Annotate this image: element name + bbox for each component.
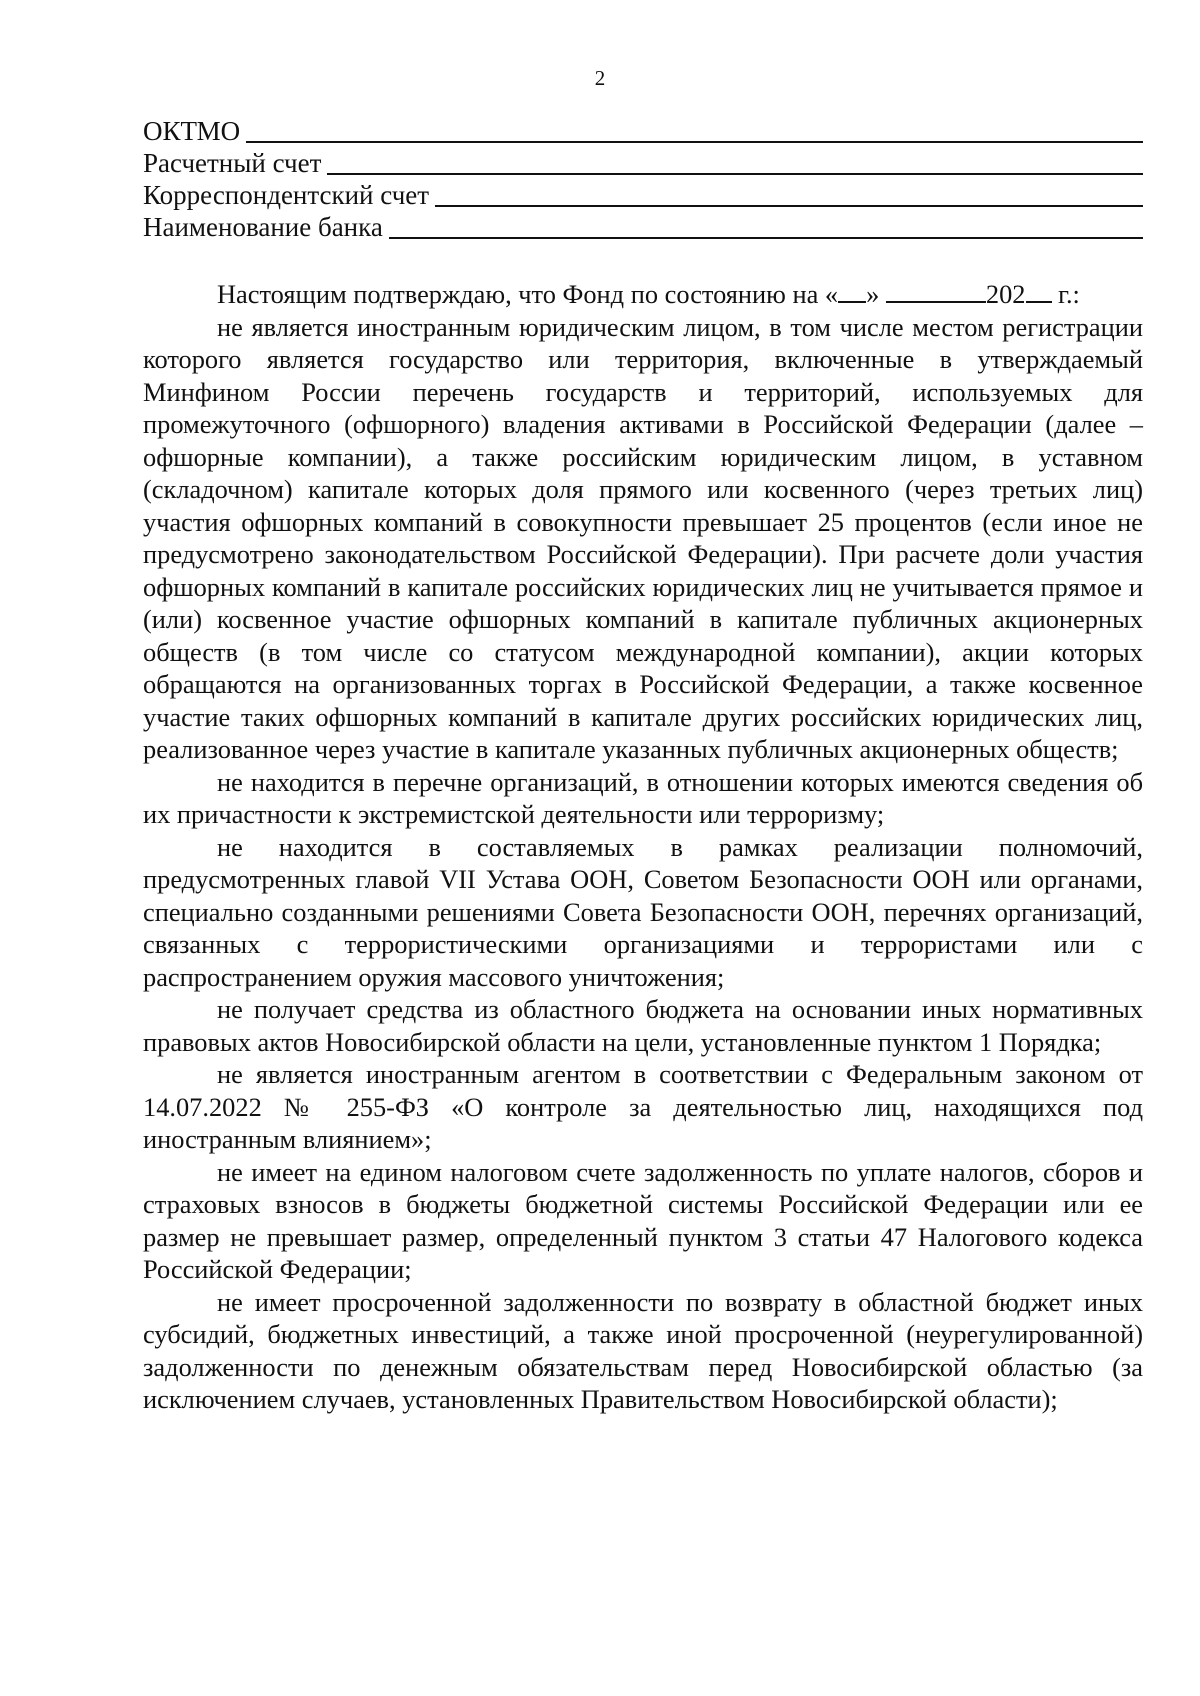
bank-details [143,115,1143,243]
field-oktmo [143,115,1143,147]
field-label: ОКТМО [143,116,241,146]
declaration-text [143,277,1143,1416]
fill-line[interactable] [246,118,1143,143]
intro-year: 202 [985,279,1026,309]
field-correspondent-account [143,179,1143,211]
intro-paragraph [143,277,1143,311]
fill-line[interactable] [327,150,1143,175]
condition-paragraph: не является иностранным агентом в соответствии с Федеральным законом от 14.07.2022 № 255-ФЗ «О контроле за деятельностью лиц, находящихся под иностранным влиянием»; [143,1059,1143,1154]
year-blank[interactable] [1026,277,1052,303]
condition-paragraph: не является иностранным юридическим лицом, в том числе местом регистрации которого является государство или территория, включенные в утверждаемый Минфином России перечень государств и территорий, используемых для промежуточного (офшорного) владения активами в Российской Федерации (далее – офшорные компании), а также российским юридическим лицом, в уставном (складочном) капитале которых доля прямого или косвенного (через третьих лиц) участия офшорных компаний в совокупности превышает 25 процентов (если иное не предусмотрено законодательством Российской Федерации). При расчете доли участия офшорных компаний в капитале российских юридических лиц не учитывается прямое и (или) косвенное участие офшорных компаний в капитале публичных акционерных обществ (в том числе со статусом международной компании), акции которых обращаются на организованных торгах в Российской Федерации, а также косвенное участие таких офшорных компаний в капитале других российских юридических лиц, реализованное через участие в капитале указанных публичных акционерных обществ; [143,311,1143,764]
condition-paragraph: не имеет просроченной задолженности по возврату в областной бюджет иных субсидий, бюджетных инвестиций, а также иной просроченной (неурегулированной) задолженности по денежным обязательствам перед Новосибирской областью (за исключением случаев, установленных Правительством Новосибирской области); [143,1286,1143,1414]
intro-text: Настоящим подтверждаю, что Фонд по состоянию на « [217,279,839,309]
month-blank[interactable] [886,277,986,303]
condition-paragraph: не находится в перечне организаций, в отношении которых имеются сведения об их причастности к экстремистской деятельности или терроризму; [143,766,1143,829]
page-number: 2 [594,66,606,90]
field-bank-name [143,211,1143,243]
day-blank[interactable] [838,277,866,303]
intro-quote-close: » [866,279,886,309]
condition-paragraph: не получает средства из областного бюджета на основании иных нормативных правовых актов Новосибирской области на цели, установленные пунктом 1 Порядка; [143,994,1143,1057]
field-settlement-account [143,147,1143,179]
condition-paragraph: не находится в составляемых в рамках реализации полномочий, предусмотренных главой VII Устава ООН, Советом Безопасности ООН или органами, специально созданными решениями Совета Безопасности ООН, перечнях организаций, связанных с террористическими организациями и террористами или с распространением оружия массового уничтожения; [143,831,1143,992]
intro-end: г.: [1051,279,1080,309]
field-label: Корреспондентский счет [143,180,430,210]
field-label: Расчетный счет [143,148,322,178]
fill-line[interactable] [389,214,1143,239]
field-label: Наименование банка [143,212,383,242]
fill-line[interactable] [435,182,1143,207]
condition-paragraph: не имеет на едином налоговом счете задолженность по уплате налогов, сборов и страховых взносов в бюджеты бюджетной системы Российской Федерации или ее размер не превышает размер, определенный пунктом 3 статьи 47 Налогового кодекса Российской Федерации; [143,1156,1143,1284]
